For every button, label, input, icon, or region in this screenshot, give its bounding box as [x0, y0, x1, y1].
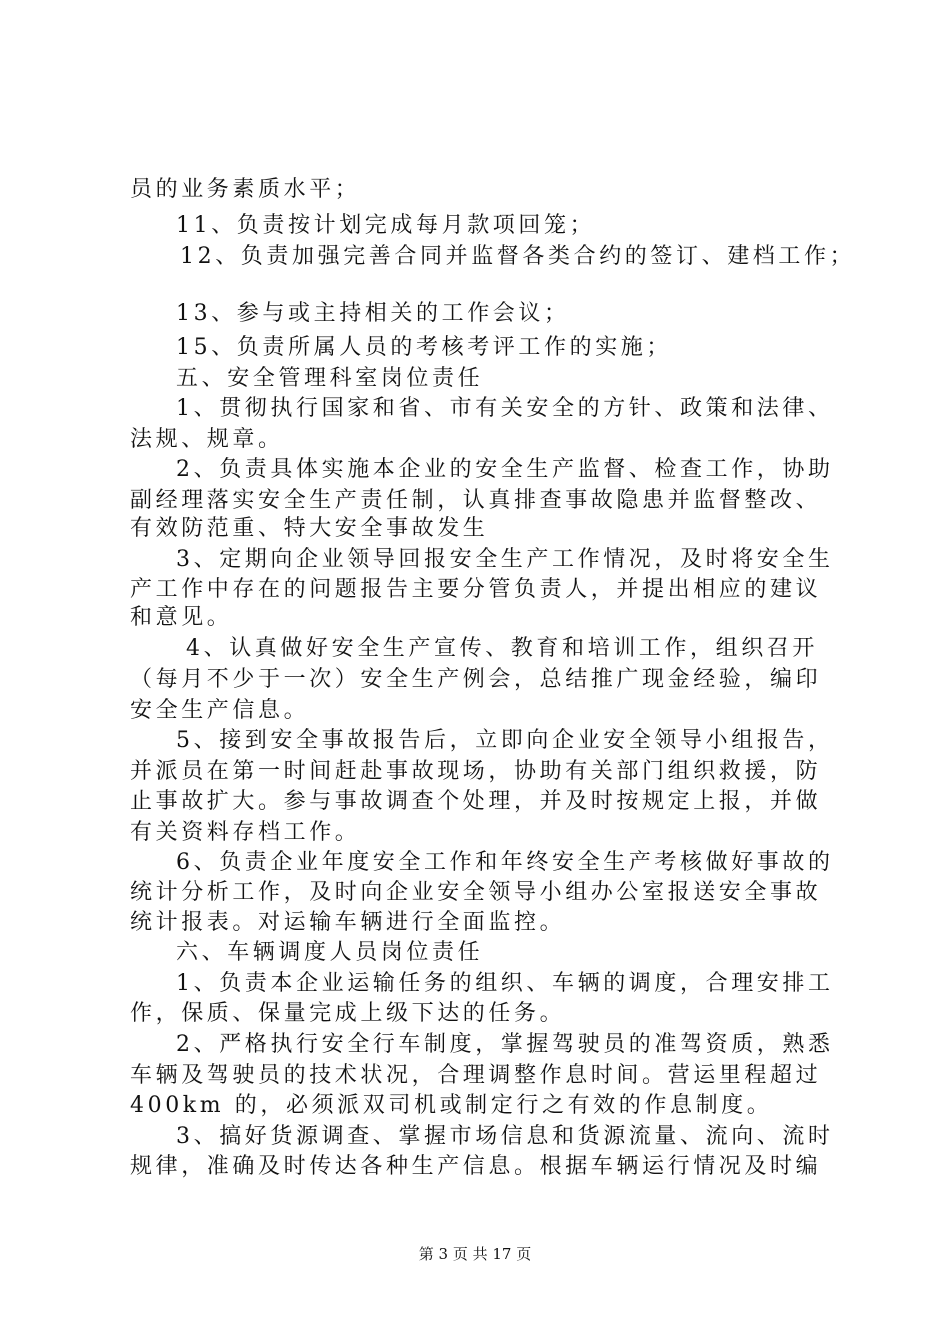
text-line-27: 作，保质、保量完成上级下达的任务。 — [130, 1001, 566, 1026]
text-line-28: 2、严格执行安全行车制度，掌握驾驶员的准驾资质，熟悉 — [176, 1032, 834, 1057]
text-line-30: 400km 的，必须派双司机或制定行之有效的作息制度。 — [130, 1093, 773, 1118]
text-line-1: 员的业务素质水平； — [130, 177, 361, 202]
text-line-18: 5、接到安全事故报告后，立即向企业安全领导小组报告， — [176, 728, 834, 753]
text-line-14: 和意见。 — [130, 605, 233, 630]
section-heading-5: 五、安全管理科室岗位责任 — [176, 366, 484, 391]
text-line-5: 15、负责所属人员的考核考评工作的实施； — [176, 335, 672, 360]
page-number-footer: 第 3 页 共 17 页 — [418, 1245, 532, 1263]
text-line-12: 3、定期向企业领导回报安全生产工作情况，及时将安全生 — [176, 547, 834, 572]
text-line-16: （每月不少于一次）安全生产例会，总结推广现金经验，编印 — [130, 667, 822, 692]
text-line-32: 规律，准确及时传达各种生产信息。根据车辆运行情况及时编 — [130, 1154, 822, 1179]
text-line-29: 车辆及驾驶员的技术状况，合理调整作息时间。营运里程超过 — [130, 1063, 822, 1088]
text-line-2: 11、负责按计划完成每月款项回笼； — [176, 213, 596, 238]
text-line-11: 有效防范重、特大安全事故发生 — [130, 516, 489, 541]
text-line-17: 安全生产信息。 — [130, 698, 310, 723]
text-line-20: 止事故扩大。参与事故调查个处理，并及时按规定上报，并做 — [130, 789, 822, 814]
text-line-4: 13、参与或主持相关的工作会议； — [176, 301, 570, 326]
text-line-22: 6、负责企业年度安全工作和年终安全生产考核做好事故的 — [176, 850, 834, 875]
text-line-13: 产工作中存在的问题报告主要分管负责人，并提出相应的建议 — [130, 577, 822, 602]
text-line-3: 12、负责加强完善合同并监督各类合约的签订、建档工作； — [180, 244, 856, 269]
text-line-9: 2、负责具体实施本企业的安全生产监督、检查工作，协助 — [176, 457, 834, 482]
text-line-26: 1、负责本企业运输任务的组织、车辆的调度，合理安排工 — [176, 971, 834, 996]
section-heading-6: 六、车辆调度人员岗位责任 — [176, 940, 484, 965]
text-line-15: 4、认真做好安全生产宣传、教育和培训工作，组织召开 — [186, 636, 818, 661]
text-line-8: 法规、规章。 — [130, 427, 284, 452]
text-line-10: 副经理落实安全生产责任制，认真排查事故隐患并监督整改、 — [130, 488, 822, 513]
text-line-23: 统计分析工作，及时向企业安全领导小组办公室报送安全事故 — [130, 880, 822, 905]
text-line-21: 有关资料存档工作。 — [130, 820, 361, 845]
text-line-19: 并派员在第一时间赶赴事故现场，协助有关部门组织救援，防 — [130, 759, 822, 784]
text-line-31: 3、搞好货源调查、掌握市场信息和货源流量、流向、流时 — [176, 1124, 834, 1149]
text-line-24: 统计报表。对运输车辆进行全面监控。 — [130, 910, 566, 935]
text-line-7: 1、贯彻执行国家和省、市有关安全的方针、政策和法律、 — [176, 396, 834, 421]
